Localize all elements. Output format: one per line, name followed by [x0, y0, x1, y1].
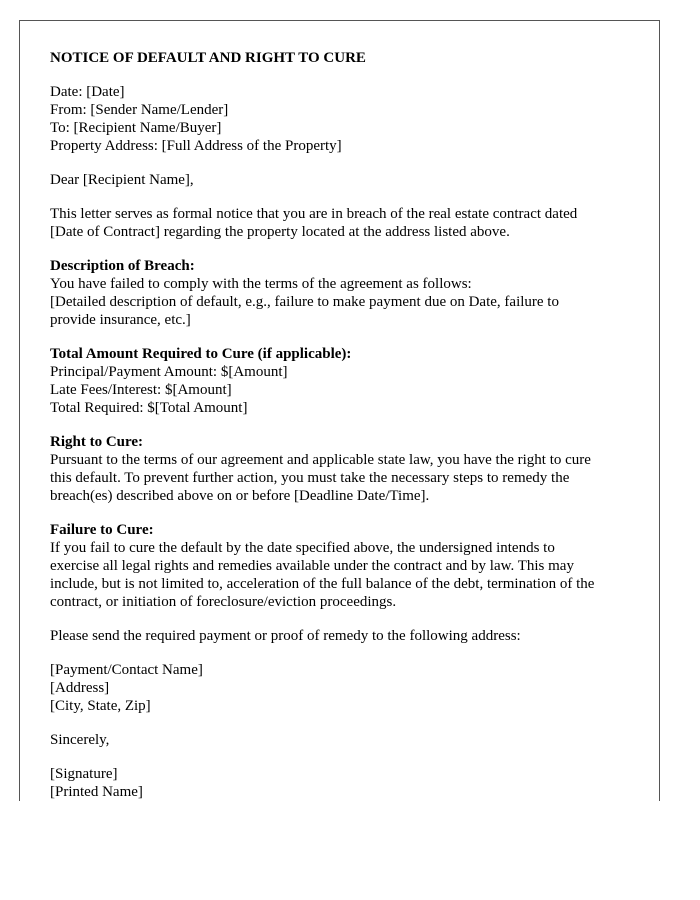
breach-heading: Description of Breach:	[50, 258, 195, 274]
failure-line: exercise all legal rights and remedies available under the contract and by law. This may	[50, 558, 574, 574]
intro-paragraph	[50, 205, 640, 241]
intro-line: [Date of Contract] regarding the property located at the address listed above.	[50, 224, 510, 240]
breach-line: [Detailed description of default, e.g., failure to make payment due on Date, failure to	[50, 294, 559, 310]
right-to-cure-line: Pursuant to the terms of our agreement and applicable state law, you have the right to cure	[50, 452, 591, 468]
address-line: [Address]	[50, 680, 110, 696]
right-to-cure-section	[50, 433, 640, 505]
signature-block	[50, 765, 640, 801]
from-line: From: [Sender Name/Lender]	[50, 102, 229, 118]
right-to-cure-heading: Right to Cure:	[50, 434, 144, 450]
intro-line: This letter serves as formal notice that you are in breach of the real estate contract dated	[50, 206, 578, 222]
late-fees-line: Late Fees/Interest: $[Amount]	[50, 382, 232, 398]
document-page	[19, 20, 660, 801]
payment-instruction-text: Please send the required payment or proof of remedy to the following address:	[50, 628, 521, 644]
failure-line: include, but is not limited to, acceleration of the full balance of the debt, termination of the	[50, 576, 595, 592]
failure-line: contract, or initiation of foreclosure/eviction proceedings.	[50, 594, 397, 610]
failure-heading: Failure to Cure:	[50, 522, 154, 538]
city-state-zip-line: [City, State, Zip]	[50, 698, 151, 714]
to-line: To: [Recipient Name/Buyer]	[50, 120, 222, 136]
payment-instruction	[50, 627, 640, 645]
right-to-cure-line: this default. To prevent further action, you must take the necessary steps to remedy the	[50, 470, 570, 486]
printed-name-line: [Printed Name]	[50, 784, 143, 800]
document-title: NOTICE OF DEFAULT AND RIGHT TO CURE	[50, 50, 366, 66]
address-block	[50, 661, 640, 715]
right-to-cure-line: breach(es) described above on or before [Deadline Date/Time].	[50, 488, 430, 504]
failure-line: If you fail to cure the default by the date specified above, the undersigned intends to	[50, 540, 555, 556]
contact-name-line: [Payment/Contact Name]	[50, 662, 203, 678]
closing-text: Sincerely,	[50, 732, 110, 748]
breach-line: provide insurance, etc.]	[50, 312, 191, 328]
property-address-line: Property Address: [Full Address of the Property]	[50, 138, 342, 154]
date-line: Date: [Date]	[50, 84, 125, 100]
breach-line: You have failed to comply with the terms of the agreement as follows:	[50, 276, 472, 292]
failure-section	[50, 521, 640, 611]
salutation	[50, 171, 640, 189]
closing	[50, 731, 640, 749]
letter-body	[50, 49, 640, 817]
principal-line: Principal/Payment Amount: $[Amount]	[50, 364, 288, 380]
header-block	[50, 83, 640, 155]
amount-heading: Total Amount Required to Cure (if applicable):	[50, 346, 352, 362]
amount-section	[50, 345, 640, 417]
breach-section	[50, 257, 640, 329]
signature-line: [Signature]	[50, 766, 118, 782]
salutation-text: Dear [Recipient Name],	[50, 172, 194, 188]
total-required-line: Total Required: $[Total Amount]	[50, 400, 248, 416]
